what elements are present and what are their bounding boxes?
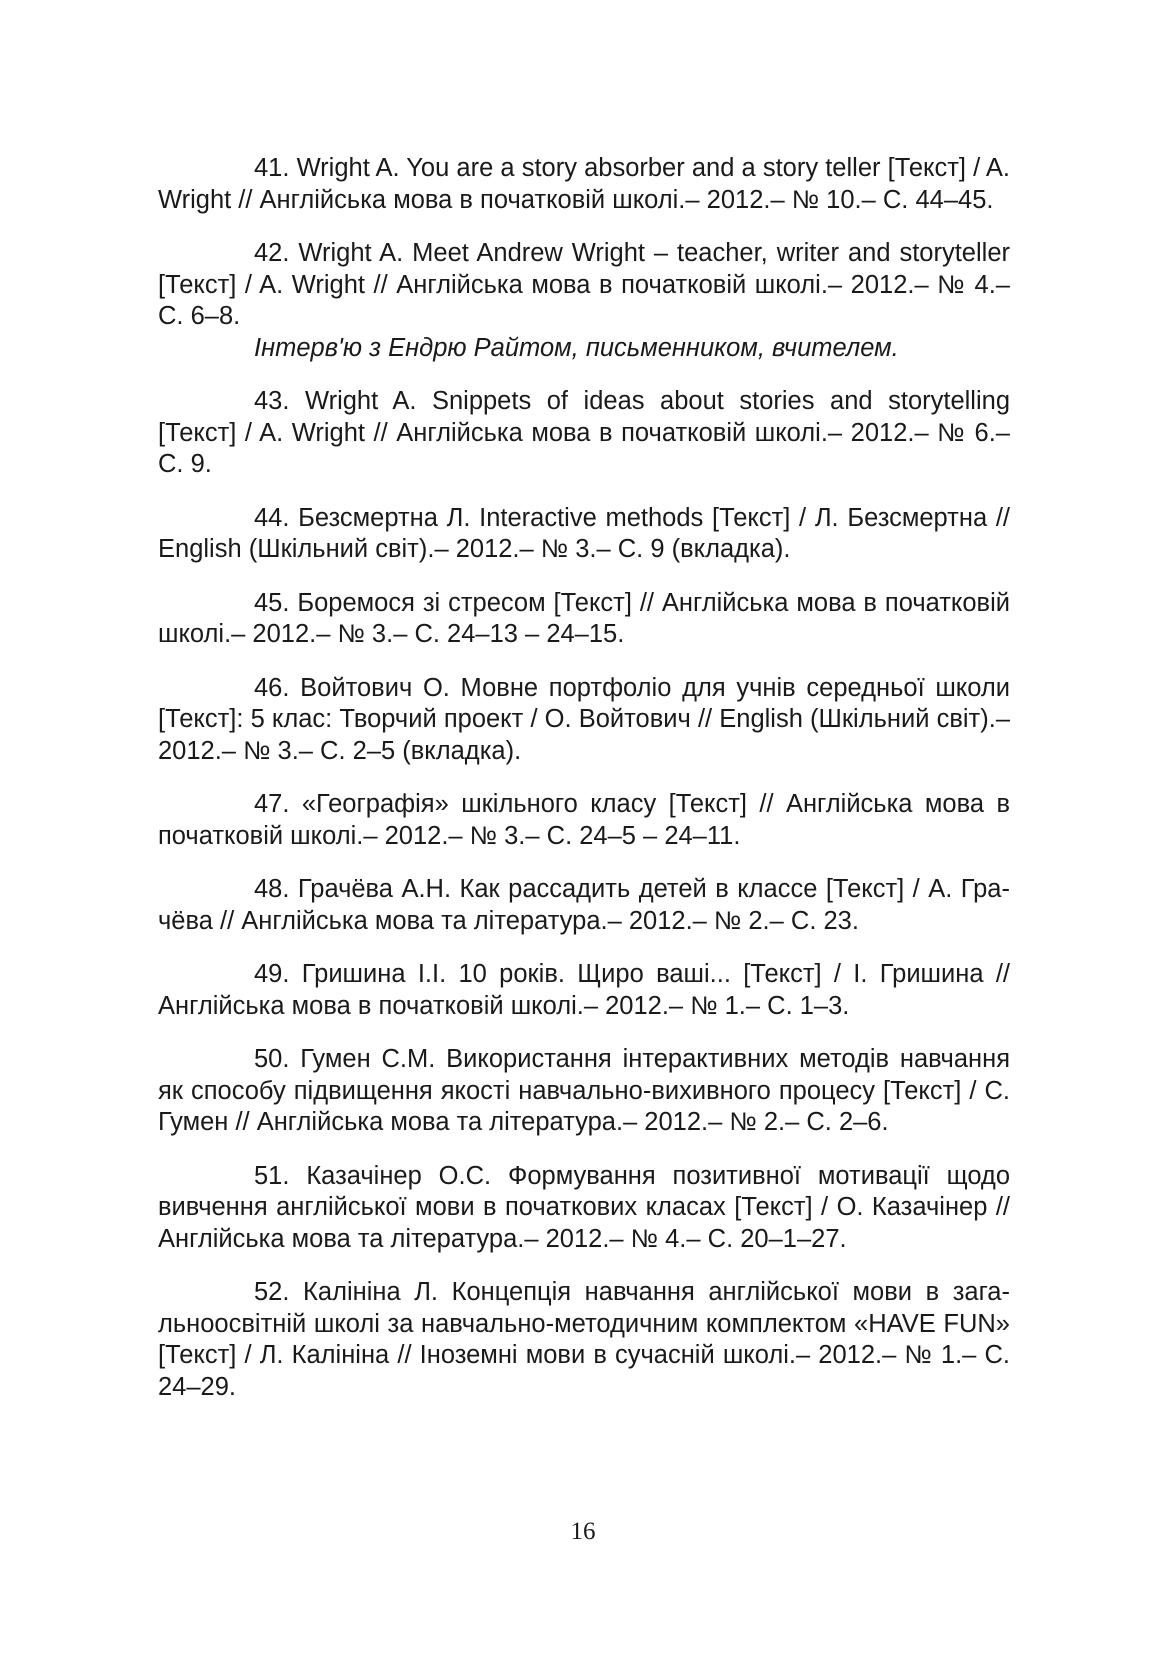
bibliography-entry-43 [158,386,1010,481]
bibliography-entry-51 [158,1161,1010,1256]
bibliography-entry-41 [158,153,1010,216]
entry-annotation: Інтерв'ю з Ендрю Райтом, письменником, вчителем. [254,333,899,362]
bibliography-entry-45 [158,588,1010,651]
page-number: 16 [570,1518,596,1545]
entry-text: 43. Wright A. Snippets of ideas about stories and storytelling [Текст] / A. Wright // Англійська мова в початковій школі.– 2012.– № 6.– С. 9. [158,387,1010,478]
entry-text: 50. Гумен С.М. Використання інтерактивних методів навчання як способу підвищення якості навчально-вихивного процесу [Текст] / С. Гумен // Англійська мова та література.– 2012.– № 2.– С. 2–6. [158,1045,1010,1136]
entry-text: 46. Войтович О. Мовне портфоліо для учнів середньої школи [Текст]: 5 клас: Творчий проект / О. Войтович // English (Шкільний світ).– 2012.– № 3.– С. 2–5 (вкладка). [158,673,1010,765]
bibliography-entry-47 [158,789,1010,852]
bibliography-entry-44 [158,503,1010,566]
entry-text: 47. «Географія» шкільного класу [Текст] // Англійська мова в початковій школі.– 2012.– № 3.– С. 24–5 – 24–11. [158,790,1010,850]
entry-text: 44. Безсмертна Л. Interactive methods [Текст] / Л. Безсмертна // English (Шкільний світ).– 2012.– № 3.– С. 9 (вкладка). [158,503,1010,563]
entry-text: 45. Боремося зі стресом [Текст] // Англійська мова в початковій школі.– 2012.– № 3.– С. 24–13 – 24–15. [158,588,1010,648]
entry-text: 42. Wright A. Meet Andrew Wright – teacher, writer and storyteller [Текст] / A. Wright // Англійська мова в початковій школі.– 2012.– № 4.– С. 6–8. [158,239,1010,330]
entry-text: 48. Грачёва А.Н. Как рассадить детей в классе [Текст] / А. Грачёва // Англійська мова та література.– 2012.– № 2.– С. 23. [158,875,1010,935]
bibliography-entry-46 [158,673,1010,768]
bibliography-entry-48 [158,874,1010,937]
bibliography-entry-42 [158,238,1010,364]
entry-text: 49. Гришина І.І. 10 років. Щиро ваші... [Текст] / І. Гришина // Англійська мова в початковій школі.– 2012.– № 1.– С. 1–3. [158,960,1010,1020]
bibliography-entry-50 [158,1044,1010,1139]
bibliography-entry-52 [158,1277,1010,1403]
bibliography-list [158,153,1010,1425]
entry-text: 52. Калініна Л. Концепція навчання англійської мови в загальноосвітній школі за навчально-методичним комплектом «HAVE FUN» [Текст] / Л. Калініна // Іноземні мови в сучасній школі.– 2012.– № 1.– С. 24–29. [158,1278,1010,1401]
bibliography-entry-49 [158,959,1010,1022]
entry-text: 51. Казачінер О.С. Формування позитивної мотивації щодо вивчення англійської мови в початкових класах [Текст] / О. Казачінер // Англійська мова та література.– 2012.– № 4.– С. 20–1–27. [158,1161,1010,1253]
entry-text: 41. Wright A. You are a story absorber and a story teller [Текст] / A. Wright // Англійська мова в початковій школі.– 2012.– № 10.– С. 44–45. [158,154,1010,214]
